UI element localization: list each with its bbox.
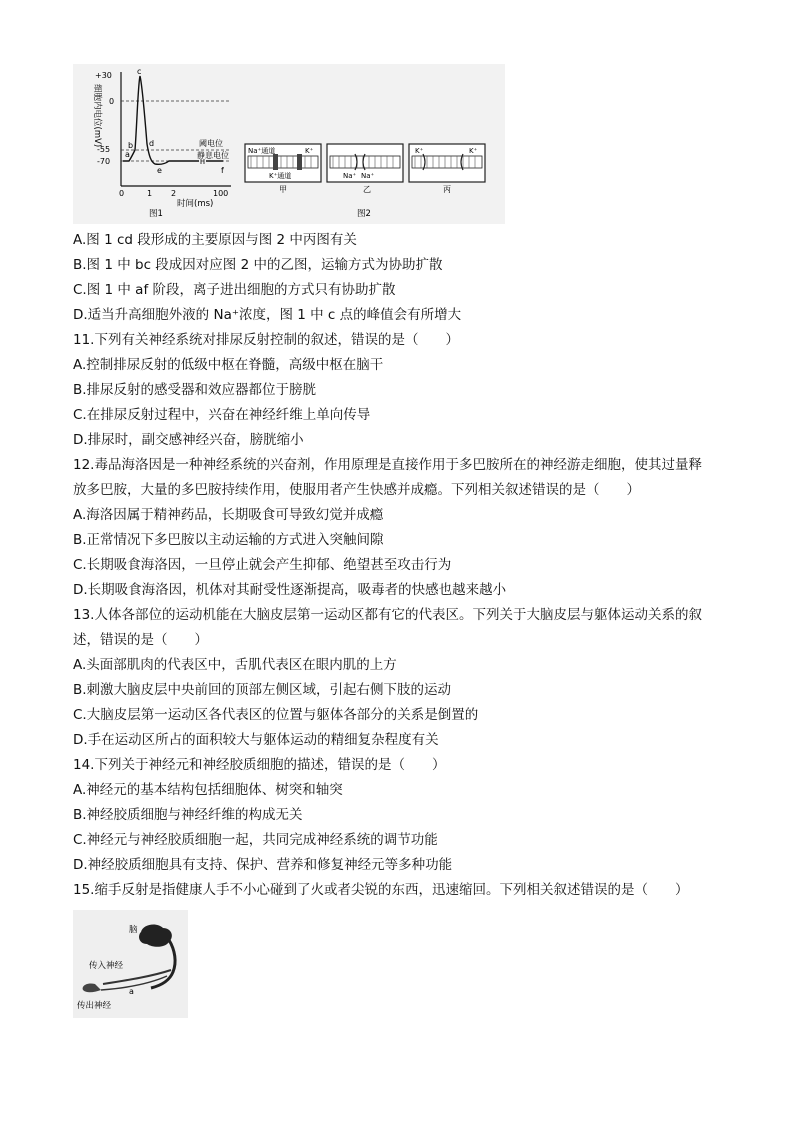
- point-a-label: a: [129, 987, 134, 996]
- reflex-arc-figure: [73, 910, 188, 1018]
- q12-option-a: A.海洛因属于精神药品，长期吸食可导致幻觉并成瘾: [73, 507, 384, 523]
- membrane-potential-figure: [73, 64, 505, 224]
- na-label-2: Na⁺: [361, 172, 375, 180]
- panel-label-bing: 丙: [443, 185, 451, 194]
- q15-stem: 15.缩手反射是指健康人手不小心碰到了火或者尖锐的东西，迅速缩回。下列相关叙述错误的是（ ）: [73, 882, 689, 898]
- q14-stem: 14.下列关于神经元和神经胶质细胞的描述，错误的是（ ）: [73, 757, 446, 773]
- panel-label-jia: 甲: [279, 185, 287, 194]
- point-d: d: [149, 139, 155, 148]
- q13-option-d: D.手在运动区所占的面积较大与躯体运动的精细复杂程度有关: [73, 732, 439, 748]
- point-f: f: [221, 166, 224, 175]
- ytick-70: -70: [97, 157, 111, 166]
- resting-label: 静息电位: [197, 151, 229, 160]
- xtick-0: 0: [119, 189, 125, 198]
- q13-option-a: A.头面部肌肉的代表区中，舌肌代表区在眼内肌的上方: [73, 657, 397, 673]
- na-label-1: Na⁺: [343, 172, 357, 180]
- q11-option-c: C.在排尿反射过程中，兴奋在神经纤维上单向传导: [73, 407, 371, 423]
- k-label-jia: K⁺: [305, 147, 314, 155]
- q11-option-a: A.控制排尿反射的低级中枢在脊髓，高级中枢在脑干: [73, 357, 384, 373]
- y-axis-label: 细胞内电位(mV): [92, 84, 102, 148]
- q13-option-c: C.大脑皮层第一运动区各代表区的位置与躯体各部分的关系是倒置的: [73, 707, 479, 723]
- k-label-bing-2: K⁺: [469, 147, 478, 155]
- efferent-label: 传出神经: [77, 1001, 112, 1011]
- k-channel-label: K⁺通道: [269, 172, 292, 180]
- brain-label: 脑: [129, 925, 138, 935]
- q12-option-d: D.长期吸食海洛因，机体对其耐受性逐渐提高，吸毒者的快感也越来越小: [73, 582, 507, 598]
- threshold-label: 阈电位: [199, 139, 223, 148]
- q14-option-b: B.神经胶质细胞与神经纤维的构成无关: [73, 807, 303, 823]
- xtick-2: 2: [171, 189, 177, 198]
- q10-option-b: B.图 1 中 bc 段成因对应图 2 中的乙图，运输方式为协助扩散: [73, 257, 443, 273]
- figure-svg: [73, 64, 505, 224]
- point-c: c: [137, 67, 142, 76]
- panel-jia: [245, 144, 321, 194]
- q10-option-a: A.图 1 cd 段形成的主要原因与图 2 中丙图有关: [73, 232, 357, 248]
- point-e: e: [157, 166, 162, 175]
- q14-option-c: C.神经元与神经胶质细胞一起，共同完成神经系统的调节功能: [73, 832, 438, 848]
- q13-stem-line1: 13.人体各部位的运动机能在大脑皮层第一运动区都有它的代表区。下列关于大脑皮层与躯体运动关系的叙: [73, 607, 702, 623]
- q10-option-c: C.图 1 中 af 阶段，离子进出细胞的方式只有协助扩散: [73, 282, 396, 298]
- x-axis-label: 时间(ms): [177, 199, 214, 209]
- ytick-55: -55: [97, 145, 111, 154]
- panel-yi: [327, 144, 403, 194]
- point-b: b: [128, 141, 134, 150]
- point-a: a: [125, 150, 130, 159]
- xtick-1: 1: [147, 189, 153, 198]
- q12-option-c: C.长期吸食海洛因，一旦停止就会产生抑郁、绝望甚至攻击行为: [73, 557, 452, 573]
- q10-option-d: D.适当升高细胞外液的 Na⁺浓度，图 1 中 c 点的峰值会有所增大: [73, 307, 462, 323]
- q13-option-b: B.刺激大脑皮层中央前回的顶部左侧区域，引起右侧下肢的运动: [73, 682, 452, 698]
- figure1-caption: 图1: [149, 209, 163, 219]
- k-label-bing-1: K⁺: [415, 147, 424, 155]
- panel-bing: [409, 144, 485, 194]
- q12-stem-line1: 12.毒品海洛因是一种神经系统的兴奋剂，作用原理是直接作用于多巴胺所在的神经游走细胞，使其过量释: [73, 457, 702, 473]
- panel-label-yi: 乙: [363, 185, 371, 194]
- q11-option-b: B.排尿反射的感受器和效应器都位于膀胱: [73, 382, 317, 398]
- ytick-30: +30: [95, 71, 112, 80]
- figure2-caption: 图2: [357, 209, 371, 219]
- q13-stem-line2: 述，错误的是（ ）: [73, 632, 208, 648]
- na-channel-label: Na⁺通道: [248, 147, 276, 155]
- q11-option-d: D.排尿时，副交感神经兴奋，膀胱缩小: [73, 432, 304, 448]
- q14-option-d: D.神经胶质细胞具有支持、保护、营养和修复神经元等多种功能: [73, 857, 453, 873]
- reflex-arc-svg: [73, 910, 188, 1018]
- afferent-label: 传入神经: [89, 961, 124, 971]
- q12-option-b: B.正常情况下多巴胺以主动运输的方式进入突触间隙: [73, 532, 384, 548]
- ytick-0: 0: [109, 97, 115, 106]
- xtick-100: 100: [213, 189, 229, 198]
- q11-stem: 11.下列有关神经系统对排尿反射控制的叙述，错误的是（ ）: [73, 332, 459, 348]
- q12-stem-line2: 放多巴胺，大量的多巴胺持续作用，使服用者产生快感并成瘾。下列相关叙述错误的是（ ）: [73, 482, 640, 498]
- q14-option-a: A.神经元的基本结构包括细胞体、树突和轴突: [73, 782, 343, 798]
